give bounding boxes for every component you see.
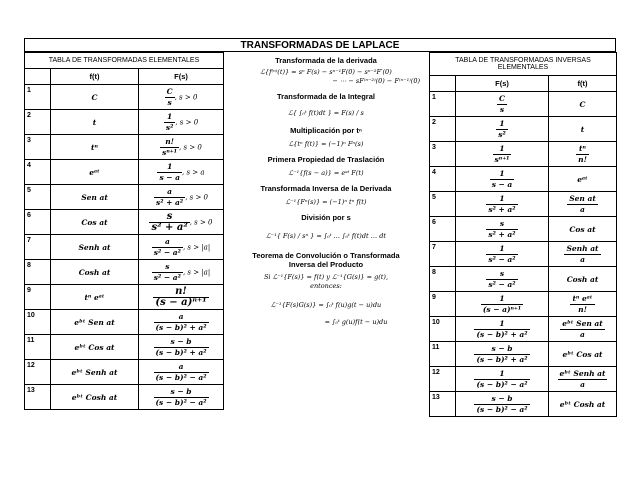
denominator: s²: [165, 122, 174, 132]
table-row: [25, 260, 224, 285]
denominator: s: [167, 97, 172, 107]
numerator: C: [166, 86, 173, 96]
convolution-formula-2: = ∫₀ᵗ g(u)f(t − u)du: [324, 318, 388, 326]
fraction: [154, 187, 185, 208]
fs-cell: [456, 142, 549, 167]
numerator: s: [149, 212, 189, 223]
table-row: [25, 110, 224, 135]
fraction: [157, 162, 182, 183]
numerator: n!: [153, 287, 208, 298]
numerator: n!: [160, 137, 179, 148]
denominator: a: [580, 254, 585, 264]
fraction: [474, 369, 529, 390]
row-number: 8: [25, 260, 51, 285]
fraction: [558, 369, 608, 390]
ft-cell: [549, 92, 617, 117]
fs-cell: [456, 342, 549, 367]
derivative-title: Transformada de la derivada: [275, 56, 377, 65]
numerator: a: [154, 362, 209, 373]
fraction: [560, 319, 604, 340]
denominator: (s − b)² − a²: [476, 404, 528, 414]
row-number: 13: [430, 392, 456, 417]
fraction: [154, 387, 209, 408]
numerator: 1: [164, 112, 176, 123]
fraction: [149, 212, 189, 233]
numerator: Sen at: [569, 193, 596, 203]
fraction: [486, 194, 517, 215]
row-number: 3: [25, 135, 51, 160]
row-number: 9: [430, 292, 456, 317]
numerator: 1: [493, 144, 512, 155]
table-row: [430, 342, 617, 367]
fraction: [567, 194, 598, 215]
table-row: [430, 217, 617, 242]
table-row: [25, 310, 224, 335]
denominator: (s − b)² − a²: [155, 397, 207, 407]
fraction: [153, 287, 208, 308]
fraction: [160, 137, 179, 158]
fraction: [152, 237, 183, 258]
denominator: s² − a²: [488, 279, 516, 289]
numerator: C: [499, 93, 505, 103]
fs-cell: [139, 360, 224, 385]
division-title: División por s: [301, 213, 351, 222]
row-number: 8: [430, 267, 456, 292]
numerator: s − b: [474, 344, 529, 355]
ft-value: t: [580, 124, 585, 134]
ft-cell: Cos at: [51, 210, 139, 235]
fs-cell: [139, 210, 224, 235]
row-number: 10: [25, 310, 51, 335]
derivative-formula-2: − ⋯ − sF⁽ⁿ⁻²⁾(0) − F⁽ⁿ⁻¹⁾(0): [332, 77, 420, 85]
denominator: s² + a²: [156, 197, 184, 207]
fs-cell: [139, 160, 224, 185]
laplace-sheet: [24, 38, 616, 476]
fraction: [564, 244, 600, 265]
denominator: s² − a²: [153, 272, 181, 282]
numerator: s: [486, 269, 517, 280]
table-caption: TABLA DE TRANSFORMADAS INVERSAS ELEMENTALES: [430, 53, 617, 76]
denominator: (s − a)ⁿ⁺¹: [482, 304, 522, 314]
table-row: [430, 317, 617, 342]
denominator: a: [580, 329, 585, 339]
fraction: [576, 144, 589, 165]
ft-cell: t: [51, 110, 139, 135]
table-row: [25, 360, 224, 385]
ft-cell: [549, 317, 617, 342]
fs-cell: [139, 235, 224, 260]
condition: , s > 0: [185, 193, 208, 201]
fraction: [474, 394, 529, 415]
table-row: [430, 367, 617, 392]
ft-cell: eᵇᵗ Senh at: [51, 360, 139, 385]
denominator: (s − b)² + a²: [155, 347, 207, 357]
ft-cell: [549, 217, 617, 242]
fraction: [165, 87, 175, 108]
table-row: [430, 242, 617, 267]
denominator: s²: [498, 129, 506, 139]
ft-cell: [549, 117, 617, 142]
denominator: s² − a²: [488, 254, 516, 264]
fraction: [486, 219, 517, 240]
derivative-formula-1: ℒ{f⁽ⁿ⁾(t)} = sⁿ F(s) − sⁿ⁻¹F(0) − sⁿ⁻²F′(0): [260, 68, 392, 76]
numerator: 1: [157, 162, 182, 173]
denominator: sⁿ⁺¹: [494, 154, 510, 164]
ft-cell: [549, 142, 617, 167]
ft-cell: [549, 367, 617, 392]
denominator: sⁿ⁺¹: [162, 147, 178, 157]
convolution-condition-2: entonces:: [310, 282, 342, 290]
denominator: a: [580, 204, 585, 214]
table-row: [25, 385, 224, 410]
fraction: [481, 294, 523, 315]
numerator: s − b: [154, 337, 209, 348]
ft-cell: [549, 267, 617, 292]
fs-cell: [456, 92, 549, 117]
ft-cell: tⁿ: [51, 135, 139, 160]
row-number: 4: [430, 167, 456, 192]
table-caption: TABLA DE TRANSFORMADAS ELEMENTALES: [25, 53, 224, 69]
properties-column: [226, 52, 426, 476]
fs-cell: [139, 135, 224, 160]
ft-cell: [549, 242, 617, 267]
denominator: (s − b)² + a²: [476, 329, 528, 339]
fs-cell: [456, 117, 549, 142]
numerator: eᵇᵗ Senh at: [559, 368, 606, 378]
row-number: 10: [430, 317, 456, 342]
fraction: [152, 262, 183, 283]
row-number: 12: [430, 367, 456, 392]
table-row: [430, 142, 617, 167]
fs-cell: [139, 385, 224, 410]
fraction: [486, 244, 517, 265]
fs-cell: [139, 185, 224, 210]
convolution-title: Teorema de Convolución o Transformada Inversa del Producto: [252, 251, 400, 269]
inverse-transforms-table: [429, 52, 617, 417]
denominator: (s − b)² + a²: [476, 354, 528, 364]
condition: , s > |a|: [182, 243, 211, 251]
ft-cell: Senh at: [51, 235, 139, 260]
ft-cell: [549, 192, 617, 217]
convolution-formula-1: ℒ⁻¹{F(s)G(s)} = ∫₀ᵗ f(u)g(t − u)du: [270, 301, 382, 309]
ft-value: eᵇᵗ Cosh at: [559, 399, 606, 409]
row-number: 3: [430, 142, 456, 167]
multiplication-title: Multiplicación por tⁿ: [290, 126, 362, 135]
fs-cell: [456, 217, 549, 242]
condition: , s > 0: [189, 218, 213, 226]
row-number: 1: [25, 85, 51, 110]
table-row: [25, 335, 224, 360]
table-row: [25, 185, 224, 210]
fraction: [474, 319, 529, 340]
fraction: [474, 344, 529, 365]
table-row: [25, 135, 224, 160]
numerator: tⁿ: [576, 144, 589, 155]
numerator: 1: [474, 319, 529, 330]
row-number: 7: [430, 242, 456, 267]
fs-cell: [456, 367, 549, 392]
ft-cell: Sen at: [51, 185, 139, 210]
row-number: 11: [430, 342, 456, 367]
fs-cell: [139, 335, 224, 360]
ft-cell: tⁿ eᵃᵗ: [51, 285, 139, 310]
division-formula: ℒ⁻¹{ F(s) / sⁿ } = ∫₀ᵗ … ∫₀ᵗ f(t)dt … dt: [265, 232, 387, 240]
numerator: 1: [486, 194, 517, 205]
ft-cell: [549, 292, 617, 317]
fraction: [497, 94, 507, 115]
fs-cell: [139, 110, 224, 135]
table-row: [25, 210, 224, 235]
header-ft: f(t): [549, 76, 617, 92]
fraction: [486, 269, 517, 290]
integral-title: Transformada de la Integral: [277, 92, 375, 101]
condition: , s > |a|: [182, 268, 211, 276]
numerator: 1: [481, 294, 523, 305]
row-number: 1: [430, 92, 456, 117]
row-number: 11: [25, 335, 51, 360]
row-number: 2: [25, 110, 51, 135]
table-row: [25, 235, 224, 260]
table-row: [25, 285, 224, 310]
ft-value: C: [579, 99, 586, 109]
ft-cell: eᵇᵗ Cosh at: [51, 385, 139, 410]
row-number: 6: [430, 217, 456, 242]
numerator: s − b: [154, 387, 209, 398]
numerator: 1: [486, 244, 517, 255]
fraction: [490, 169, 515, 190]
translation-formula: ℒ⁻¹{f(s − a)} = eᵃᵗ F(t): [288, 169, 364, 177]
fraction: [154, 337, 209, 358]
fs-cell: [456, 167, 549, 192]
numerator: 1: [490, 169, 515, 180]
ft-value: eᵃᵗ: [577, 174, 588, 184]
denominator: s² + a²: [488, 229, 516, 239]
fs-cell: [139, 260, 224, 285]
inverse-derivative-title: Transformada Inversa de la Derivada: [260, 184, 392, 193]
denominator: s² − a²: [153, 247, 181, 257]
fs-cell: [456, 242, 549, 267]
table-row: [430, 192, 617, 217]
denominator: s² + a²: [488, 204, 516, 214]
elementary-transforms-table: [24, 52, 224, 410]
row-number: 4: [25, 160, 51, 185]
numerator: s: [486, 219, 517, 230]
denominator: (s − a)ⁿ⁺¹: [155, 296, 207, 308]
page-title: TRANSFORMADAS DE LAPLACE: [24, 38, 616, 52]
denominator: s: [499, 104, 505, 114]
row-number: 13: [25, 385, 51, 410]
numerator: a: [154, 312, 209, 323]
fraction: [570, 294, 594, 315]
row-number: 12: [25, 360, 51, 385]
numerator: s − b: [474, 394, 529, 405]
numerator: tⁿ eᵃᵗ: [572, 293, 593, 303]
row-number: 6: [25, 210, 51, 235]
ft-value: Cos at: [569, 224, 596, 234]
translation-title: Primera Propiedad de Traslación: [267, 155, 385, 164]
numerator: Senh at: [566, 243, 599, 253]
header-number: [25, 69, 51, 85]
table-row: [430, 92, 617, 117]
fraction: [493, 144, 512, 165]
ft-cell: eᵃᵗ: [51, 160, 139, 185]
ft-value: Cosh at: [566, 274, 599, 284]
fs-cell: [139, 285, 224, 310]
numerator: 1: [496, 119, 508, 130]
fs-cell: [456, 192, 549, 217]
fs-cell: [456, 317, 549, 342]
table-row: [430, 167, 617, 192]
row-number: 9: [25, 285, 51, 310]
table-row: [430, 117, 617, 142]
fs-cell: [456, 392, 549, 417]
header-fs: F(s): [456, 76, 549, 92]
condition: , s > 0: [175, 118, 199, 126]
fs-cell: [139, 310, 224, 335]
integral-formula: ℒ{ ∫₀ᵗ f(t)dt } = F(s) / s: [288, 109, 364, 117]
denominator: (s − b)² − a²: [155, 372, 207, 382]
table-row: [430, 392, 617, 417]
header-number: [430, 76, 456, 92]
numerator: a: [152, 237, 183, 248]
fs-cell: [456, 292, 549, 317]
row-number: 5: [25, 185, 51, 210]
numerator: s: [152, 262, 183, 273]
ft-cell: eᵇᵗ Sen at: [51, 310, 139, 335]
table-row: [430, 292, 617, 317]
fraction: [154, 312, 209, 333]
condition: , s > a: [182, 168, 205, 176]
header-fs: F(s): [139, 69, 224, 85]
fs-cell: [456, 267, 549, 292]
denominator: n!: [578, 154, 587, 164]
multiplication-formula: ℒ{tⁿ f(t)} = (−1)ⁿ Fⁿ(s): [288, 140, 364, 148]
convolution-condition-1: Si ℒ⁻¹{F(s)} = f(t) y ℒ⁻¹{G(s)} = g(t),: [263, 273, 389, 281]
numerator: a: [154, 187, 185, 198]
fraction: [154, 362, 209, 383]
condition: , s > 0: [179, 143, 202, 151]
table-row: [25, 160, 224, 185]
ft-cell: [549, 342, 617, 367]
denominator: s − a: [491, 179, 513, 189]
denominator: a: [580, 379, 585, 389]
table-row: [25, 85, 224, 110]
fs-cell: [139, 85, 224, 110]
denominator: n!: [578, 304, 587, 314]
header-ft: f(t): [51, 69, 139, 85]
ft-cell: [549, 392, 617, 417]
condition: , s > 0: [174, 93, 198, 101]
numerator: 1: [474, 369, 529, 380]
denominator: s² + a²: [151, 221, 188, 233]
ft-cell: eᵇᵗ Cos at: [51, 335, 139, 360]
row-number: 7: [25, 235, 51, 260]
ft-value: eᵇᵗ Cos at: [562, 349, 603, 359]
row-number: 5: [430, 192, 456, 217]
row-number: 2: [430, 117, 456, 142]
fraction: [164, 112, 176, 133]
table-row: [430, 267, 617, 292]
fraction: [496, 119, 508, 140]
ft-cell: C: [51, 85, 139, 110]
inverse-derivative-formula: ℒ⁻¹{Fⁿ(s)} = (−1)ⁿ tⁿ f(t): [285, 198, 367, 206]
ft-cell: Cosh at: [51, 260, 139, 285]
denominator: (s − b)² − a²: [476, 379, 528, 389]
ft-cell: [549, 167, 617, 192]
denominator: s − a: [159, 172, 181, 182]
denominator: (s − b)² + a²: [155, 322, 207, 332]
numerator: eᵇᵗ Sen at: [562, 318, 603, 328]
